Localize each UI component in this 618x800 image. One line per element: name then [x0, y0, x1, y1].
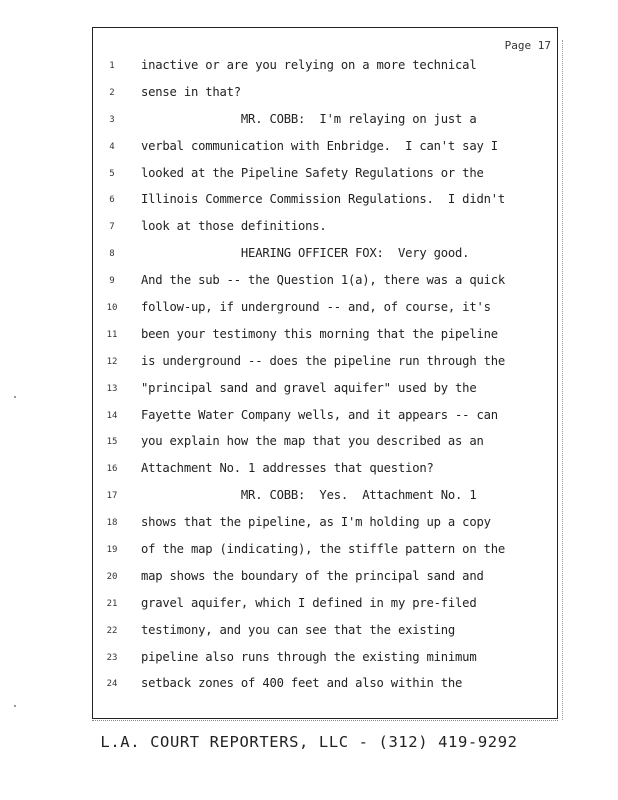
line-number: 10 — [106, 303, 118, 314]
line-text: setback zones of 400 feet and also within the — [141, 676, 463, 691]
line-number: 15 — [106, 437, 118, 448]
line-number: 5 — [109, 168, 115, 179]
transcript-line — [93, 407, 557, 437]
transcript-line — [93, 490, 557, 517]
line-text: follow-up, if underground -- and, of course, it's — [141, 300, 491, 315]
court-reporter-footer: L.A. COURT REPORTERS, LLC - (312) 419-9292 — [100, 733, 518, 751]
line-number: 17 — [106, 491, 118, 502]
line-text: HEARING OFFICER FOX: Very good. — [141, 246, 470, 261]
line-number: 4 — [109, 141, 115, 152]
line-text: Fayette Water Company wells, and it appears -- can — [141, 407, 498, 422]
transcript-line — [93, 517, 557, 544]
line-text: pipeline also runs through the existing minimum — [141, 649, 477, 664]
line-text: map shows the boundary of the principal sand and — [141, 568, 484, 583]
line-number: 6 — [109, 195, 115, 206]
line-number: 16 — [106, 464, 118, 475]
line-number: 22 — [106, 625, 118, 636]
transcript-line — [93, 568, 557, 598]
transcript-line — [93, 622, 557, 652]
transcript-line — [93, 544, 557, 571]
line-number: 12 — [106, 356, 118, 367]
line-text: And the sub -- the Question 1(a), there was a quick — [141, 273, 506, 288]
line-text: of the map (indicating), the stiffle pattern on the — [141, 542, 506, 557]
transcript-line — [93, 138, 557, 168]
line-number: 24 — [106, 679, 118, 690]
line-text: is underground -- does the pipeline run through the — [141, 353, 506, 368]
transcript-line — [93, 275, 557, 302]
line-text: testimony, and you can see that the existing — [141, 622, 456, 637]
transcript-line — [93, 463, 557, 490]
transcript-line — [93, 194, 557, 221]
transcript-line — [93, 353, 557, 383]
line-number: 1 — [109, 61, 115, 71]
transcript-line — [93, 436, 557, 463]
line-number: 14 — [106, 410, 118, 421]
line-number: 20 — [106, 571, 118, 582]
page-edge-dotted-line — [562, 40, 563, 720]
line-text: been your testimony this morning that the pipeline — [141, 326, 498, 341]
line-text: look at those definitions. — [141, 219, 327, 234]
transcript-line — [93, 165, 557, 195]
line-text: Illinois Commerce Commission Regulations. I didn't — [141, 192, 506, 207]
line-text: you explain how the map that you described as an — [141, 434, 484, 449]
margin-mark — [14, 705, 16, 707]
line-text: MR. COBB: Yes. Attachment No. 1 — [141, 488, 477, 503]
transcript-line — [93, 302, 557, 329]
line-text: MR. COBB: I'm relaying on just a — [141, 111, 477, 126]
line-number: 11 — [106, 329, 118, 340]
transcript-line — [93, 221, 557, 248]
transcript-line — [93, 595, 557, 625]
line-number: 8 — [109, 249, 115, 260]
line-number: 23 — [106, 652, 118, 663]
line-text: inactive or are you relying on a more technical — [141, 58, 477, 72]
line-number: 13 — [106, 383, 118, 394]
line-number: 9 — [109, 276, 115, 287]
line-number: 19 — [106, 545, 118, 556]
line-number: 18 — [106, 518, 118, 529]
line-text: looked at the Pipeline Safety Regulations or the — [141, 165, 484, 180]
transcript-page — [92, 27, 558, 719]
line-text: "principal sand and gravel aquifer" used by the — [141, 380, 477, 395]
line-number: 3 — [109, 114, 115, 125]
transcript-line — [93, 111, 557, 141]
line-number: 21 — [106, 598, 118, 609]
transcript-line — [93, 84, 557, 114]
transcript-lines — [93, 60, 557, 705]
transcript-line — [93, 248, 557, 275]
page-number: Page 17 — [504, 39, 551, 52]
transcript-line — [93, 678, 557, 705]
transcript-line — [93, 326, 557, 356]
line-text: verbal communication with Enbridge. I can't say I — [141, 138, 498, 153]
line-number: 2 — [109, 87, 115, 98]
line-text: sense in that? — [141, 84, 241, 99]
line-number: 7 — [109, 222, 115, 233]
transcript-line — [93, 60, 557, 87]
page-bottom-rule — [92, 720, 558, 721]
margin-mark — [14, 396, 16, 398]
transcript-line — [93, 649, 557, 679]
line-text: gravel aquifer, which I defined in my pre-filed — [141, 595, 477, 610]
line-text: Attachment No. 1 addresses that question? — [141, 461, 434, 476]
transcript-line — [93, 380, 557, 410]
line-text: shows that the pipeline, as I'm holding up a copy — [141, 515, 491, 530]
